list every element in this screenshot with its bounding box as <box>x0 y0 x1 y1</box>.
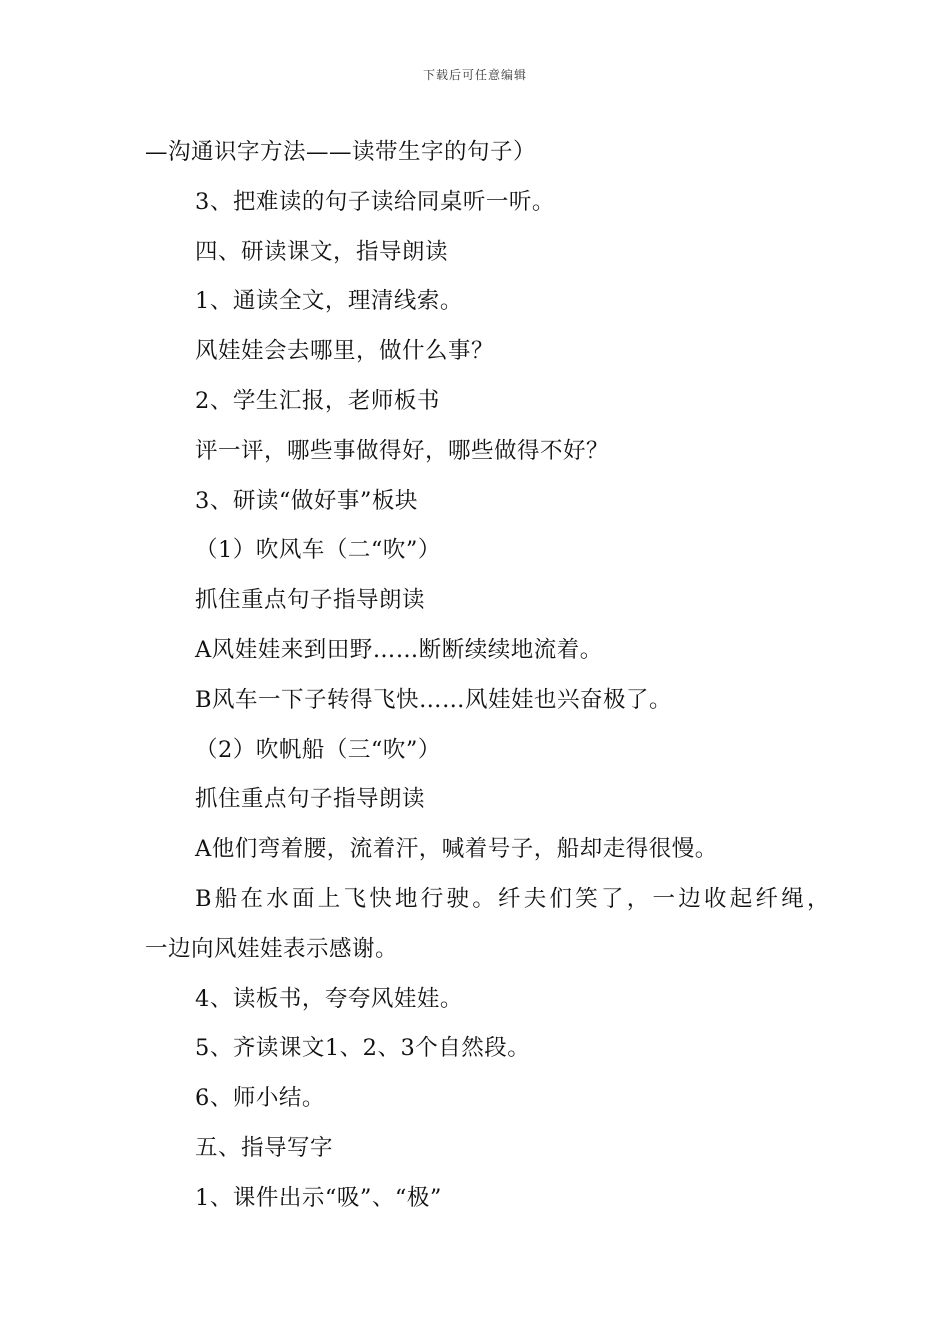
paragraph-line: 3、把难读的句子读给同桌听一听。 <box>195 188 555 215</box>
paragraph-line: 4、读板书，夸夸风娃娃。 <box>195 985 463 1012</box>
paragraph-line: 1、课件出示“吸”、“极” <box>195 1184 442 1211</box>
paragraph-line: B船在水面上飞快地行驶。纤夫们笑了，一边收起纤绳， <box>195 885 830 912</box>
paragraph-line: 6、师小结。 <box>195 1085 325 1112</box>
paragraph-line: 抓住重点句子指导朗读 <box>195 587 426 614</box>
section-heading: 四、研读课文，指导朗读 <box>195 238 449 265</box>
paragraph-line: （2）吹帆船（三“吹”） <box>195 736 441 763</box>
section-heading: 五、指导写字 <box>195 1134 334 1161</box>
paragraph-line: 抓住重点句子指导朗读 <box>195 786 426 813</box>
paragraph-line: 评一评，哪些事做得好，哪些做得不好？ <box>195 437 610 464</box>
paragraph-line: A他们弯着腰，流着汗，喊着号子，船却走得很慢。 <box>195 836 718 863</box>
paragraph-line: 风娃娃会去哪里，做什么事？ <box>195 338 495 365</box>
paragraph-line: 3、研读“做好事”板块 <box>195 487 418 514</box>
paragraph-line: B风车一下子转得飞快……风娃娃也兴奋极了。 <box>195 686 673 713</box>
paragraph-line: 2、学生汇报，老师板书 <box>195 387 440 414</box>
paragraph-line: 5、齐读课文1、2、3个自然段。 <box>195 1035 531 1062</box>
paragraph-line: （1）吹风车（二“吹”） <box>195 537 441 564</box>
paragraph-line: A风娃娃来到田野……断断续续地流着。 <box>195 636 603 663</box>
page-header: 下载后可任意编辑 <box>422 68 527 82</box>
paragraph-line: —沟通识字方法——读带生字的句子） <box>145 139 537 165</box>
paragraph-line: 1、通读全文，理清线索。 <box>195 288 463 315</box>
document-body <box>145 128 830 1224</box>
paragraph-line: 一边向风娃娃表示感谢。 <box>145 935 399 962</box>
